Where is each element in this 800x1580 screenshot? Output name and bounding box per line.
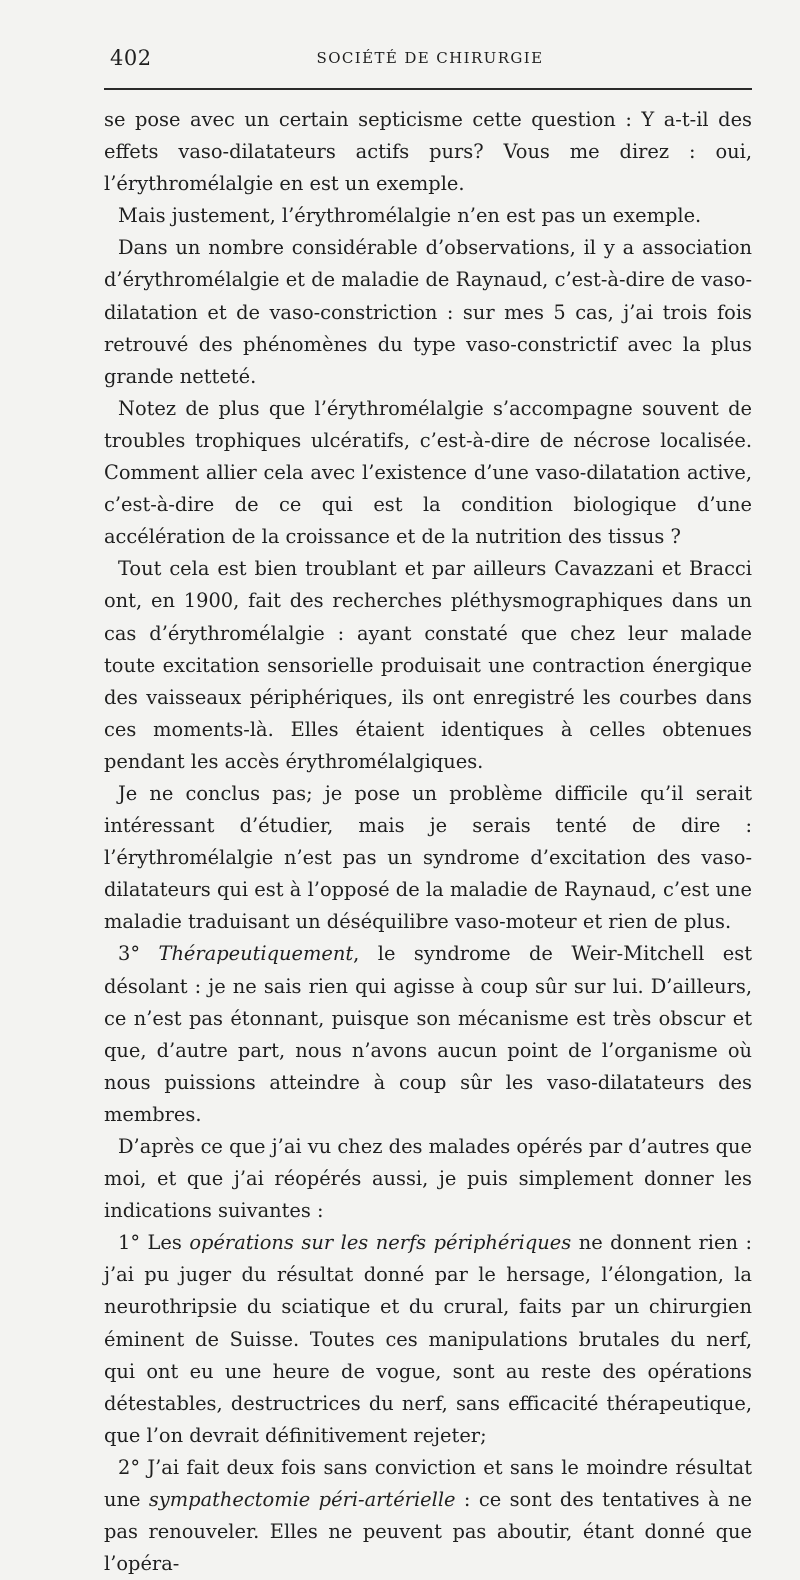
body-text (104, 104, 752, 1580)
paragraph (104, 938, 752, 1131)
paragraph-text: , le syndrome de Weir-Mitchell est désolant : je ne sais rien qui agisse à coup sûr sur lui. D’ailleurs, ce n’est pas étonnant, puisque son mécanisme est très obscur et que, d’autre part, nous n’avons aucun point de l’organisme où nous puissions atteindre à coup sûr les vaso-dilatateurs des membres. (104, 942, 752, 1126)
paragraph (104, 778, 752, 938)
italic-text: opérations sur les nerfs périphériques (189, 1231, 572, 1255)
paragraph (104, 393, 752, 553)
italic-text: sympathectomie péri-artérielle (148, 1488, 456, 1512)
paragraph (104, 1452, 752, 1580)
paragraph (104, 104, 752, 200)
paragraph-text: D’après ce que j’ai vu chez des malades opérés par d’autres que moi, et que j’ai réopérés aussi, je puis simplement donner les indications suivantes : (104, 1135, 752, 1223)
paragraph (104, 1227, 752, 1452)
paragraph-text: Je ne conclus pas; je pose un problème difficile qu’il serait intéressant d’étudier, mais je serais tenté de dire : l’érythromélalgie n’est pas un syndrome d’excitation des vaso-dilatateurs qui est à l’opposé de la maladie de Raynaud, c’est une maladie traduisant un déséquilibre vaso-moteur et rien de plus. (104, 781, 752, 934)
paragraph (104, 200, 752, 232)
italic-text: Thérapeutiquement (158, 942, 354, 966)
header-rule (104, 88, 752, 90)
paragraph-text: : ce sont des tentatives à ne pas renouveler. Elles ne peuvent pas aboutir, étant donné que l’opéra- (104, 1488, 752, 1576)
paragraph-text: 2° J’ai fait deux fois sans conviction et sans le moindre résultat une (104, 1455, 752, 1512)
paragraph-text: Mais justement, l’érythromélalgie n’en est pas un exemple. (118, 204, 702, 228)
paragraph-text: Tout cela est bien troublant et par ailleurs Cavazzani et Bracci ont, en 1900, fait des recherches pléthysmographiques dans un cas d’érythromélalgie : ayant constaté que chez leur malade toute excitation sensorielle produisait une contraction énergique des vaisseaux périphériques, ils ont enregistré les courbes dans ces moments-là. Elles étaient identiques à celles obtenues pendant les accès érythromélalgiques. (104, 557, 752, 773)
page-number: 402 (110, 46, 152, 70)
paragraph-text: Dans un nombre considérable d’observations, il y a association d’érythromélalgie et de maladie de Raynaud, c’est-à-dire de vaso-dilatation et de vaso-constriction : sur mes 5 cas, j’ai trois fois retrouvé des phénomènes du type vaso-constrictif avec la plus grande netteté. (104, 236, 752, 388)
paragraph (104, 232, 752, 392)
paragraph-text: 3° (118, 942, 159, 966)
running-head: SOCIÉTÉ DE CHIRURGIE (316, 49, 544, 67)
paragraph (104, 553, 752, 778)
paragraph-text: Notez de plus que l’érythromélalgie s’accompagne souvent de troubles trophiques ulcératifs, c’est-à-dire de nécrose localisée. Comment allier cela avec l’existence d’une vaso-dilatation active, c’est-à-dire de ce qui est la condition biologique d’une accélération de la croissance et de la nutrition des tissus ? (104, 396, 752, 549)
paragraph (104, 1131, 752, 1227)
paragraph-text: se pose avec un certain septicisme cette question : Y a-t-il des effets vaso-dilatateurs actifs purs? Vous me direz : oui, l’érythromélalgie en est un exemple. (104, 108, 752, 196)
page-header (110, 46, 750, 72)
paragraph-text: ne donnent rien : j’ai pu juger du résultat donné par le hersage, l’élongation, la neurothripsie du sciatique et du crural, faits par un chirurgien éminent de Suisse. Toutes ces manipulations brutales du nerf, qui ont eu une heure de vogue, sont au reste des opérations détestables, destructrices du nerf, sans efficacité thérapeutique, que l’on devrait définitivement rejeter; (104, 1231, 753, 1447)
paragraph-text: 1° Les (118, 1231, 190, 1255)
